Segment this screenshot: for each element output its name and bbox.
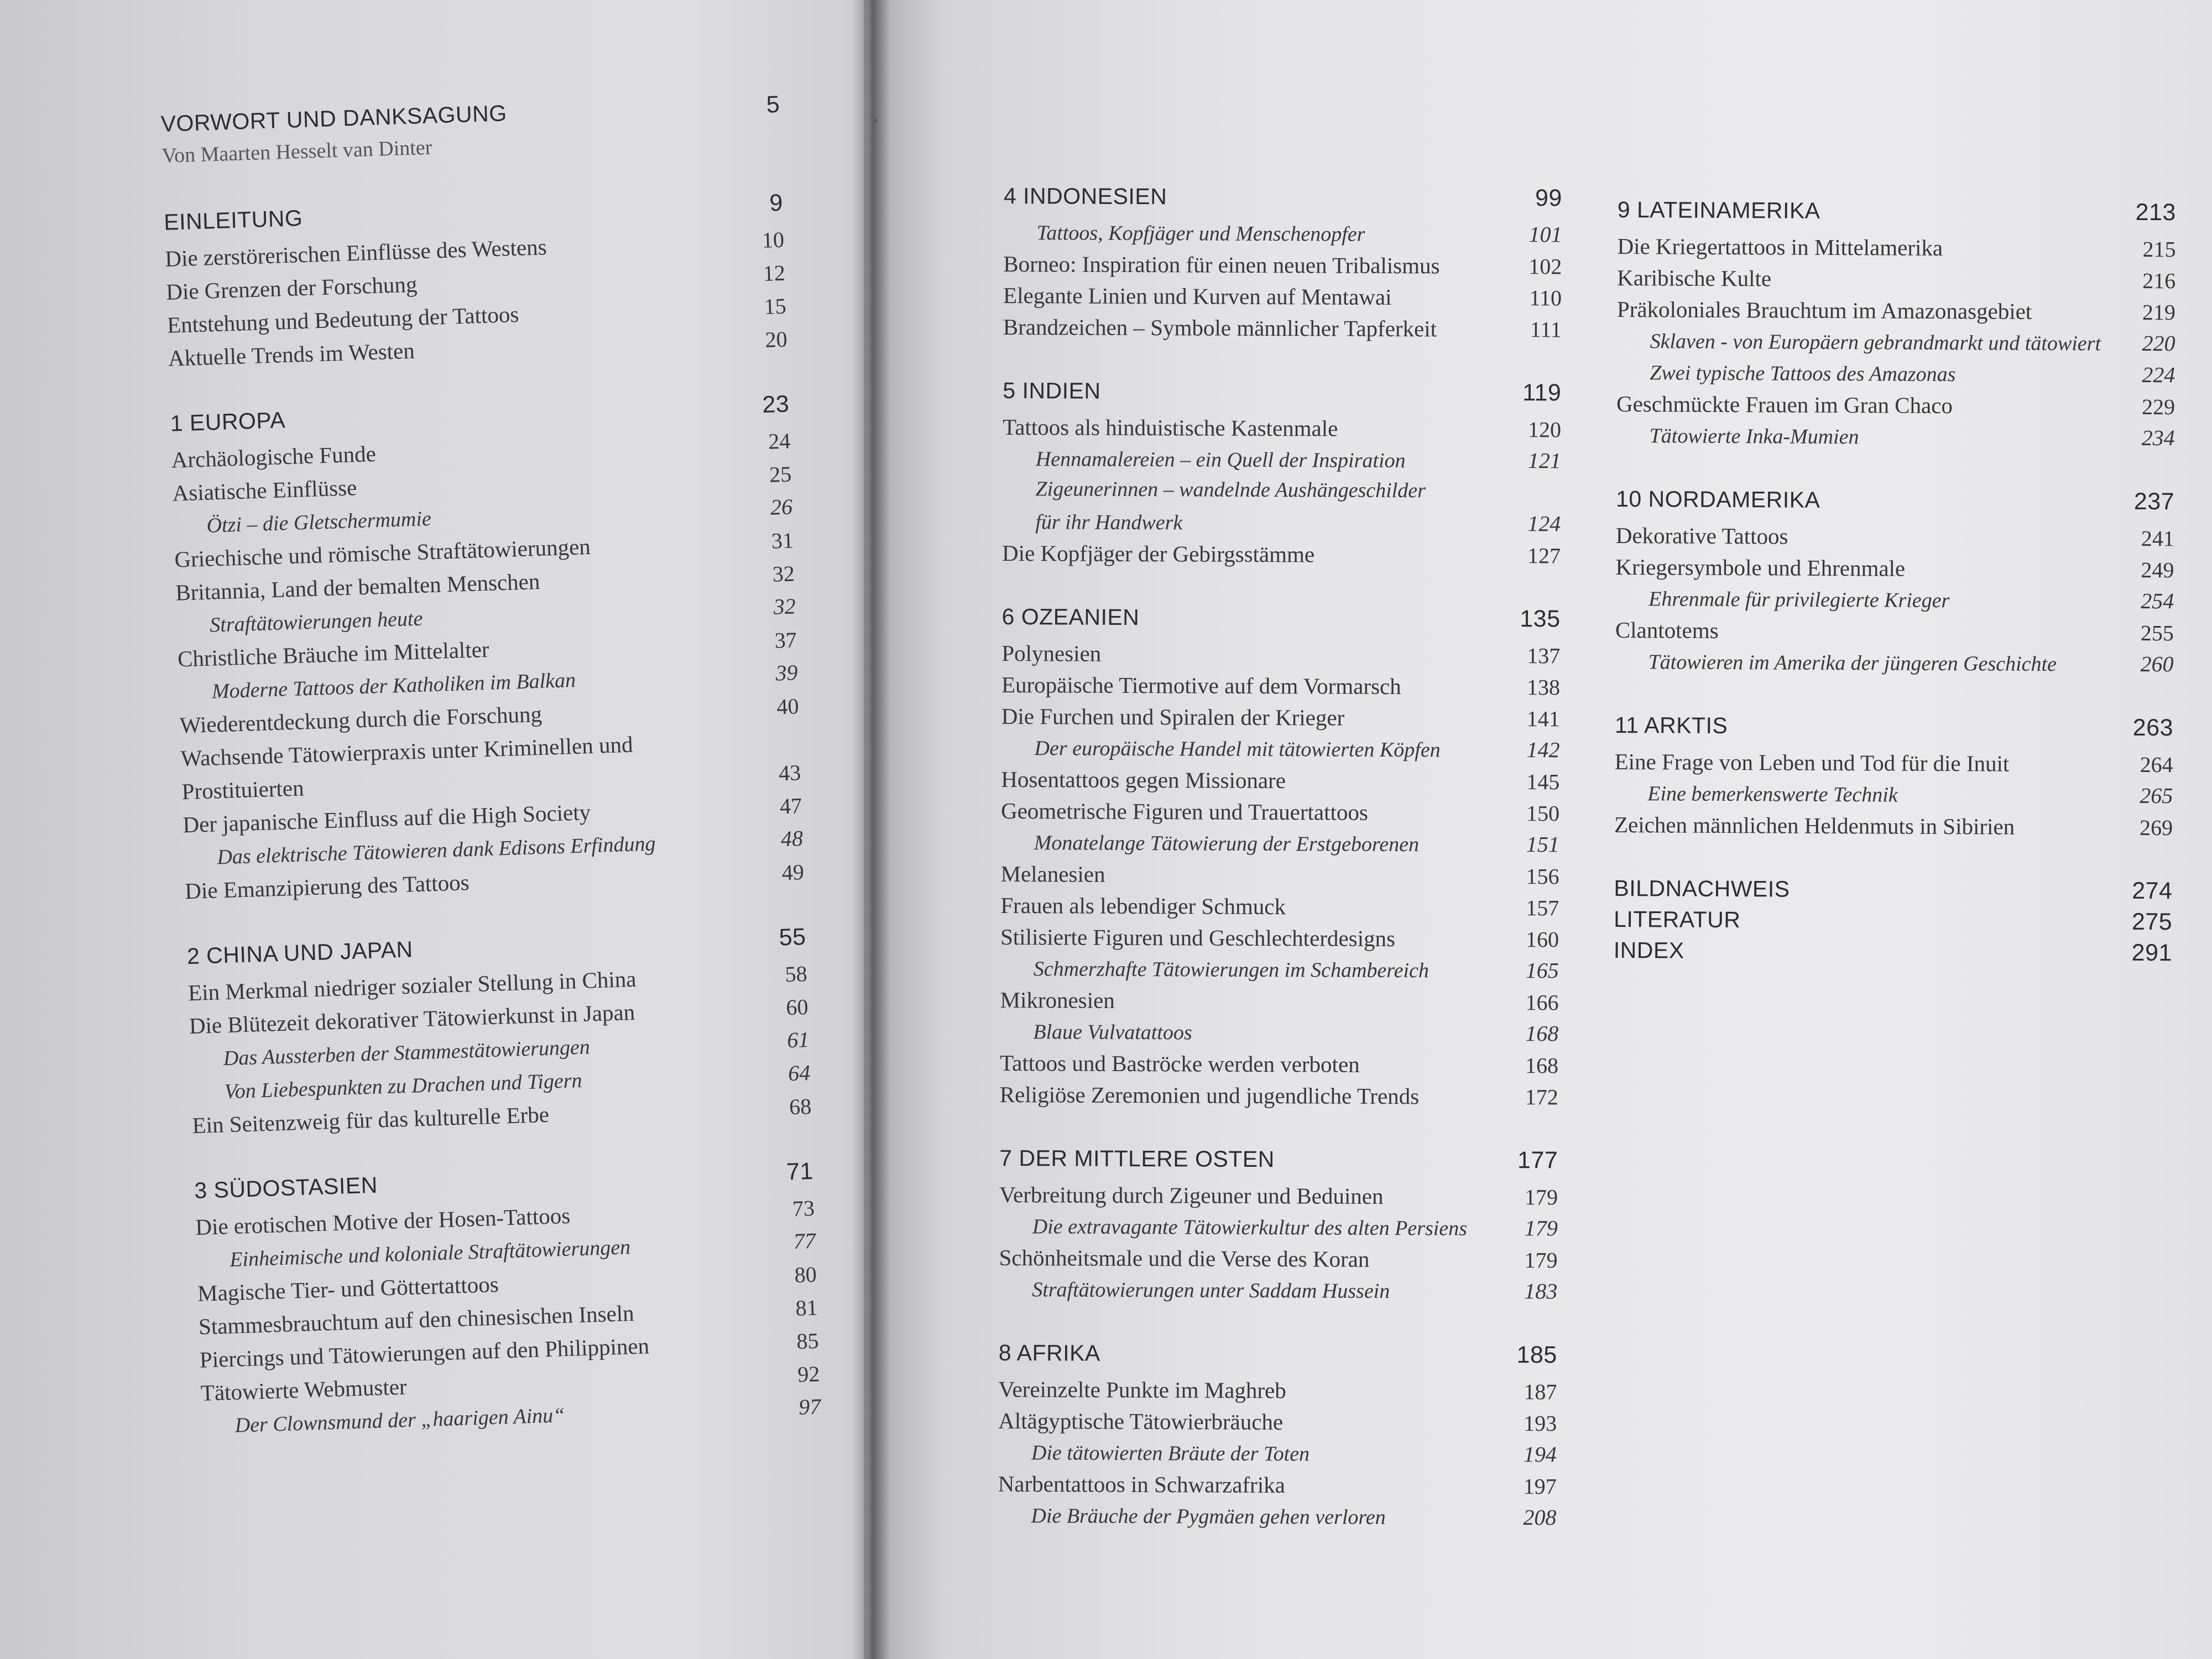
entry-page: 73 bbox=[792, 1195, 815, 1222]
entry-page: 269 bbox=[2139, 815, 2173, 841]
toc-chapter-heading bbox=[1003, 377, 1561, 416]
chapter-title: 4 INDONESIEN bbox=[1003, 183, 1167, 210]
toc-chapter-heading bbox=[1616, 486, 2174, 525]
toc-subentry bbox=[1616, 359, 2175, 393]
subentry-page: 26 bbox=[770, 494, 793, 520]
entry-page: 166 bbox=[1525, 990, 1559, 1015]
entry-page: 68 bbox=[789, 1093, 812, 1120]
subentry-page: 142 bbox=[1526, 737, 1560, 763]
toc-chapter-heading bbox=[1001, 603, 1560, 642]
entry-title: Zeichen männlichen Heldenmuts in Sibirien bbox=[1614, 811, 2015, 839]
subentry-title: Zigeunerinnen – wandelnde Aushängeschilder bbox=[1035, 477, 1426, 503]
entry-page: 219 bbox=[2142, 299, 2176, 325]
book-gutter bbox=[852, 0, 890, 1659]
backmatter-page: 274 bbox=[2132, 877, 2173, 905]
entry-page: 127 bbox=[1527, 543, 1561, 568]
backmatter-page: 291 bbox=[2131, 939, 2172, 967]
chapter-title: EINLEITUNG bbox=[163, 205, 303, 235]
entry-title: Die Grenzen der Forschung bbox=[165, 271, 418, 305]
subentry-page: 48 bbox=[780, 826, 804, 852]
toc-entry bbox=[998, 1470, 1557, 1504]
subentry-page: 61 bbox=[786, 1026, 810, 1053]
toc-entry bbox=[1616, 390, 2175, 425]
chapter-title: 8 AFRIKA bbox=[998, 1339, 1100, 1366]
chapter-page: 23 bbox=[761, 390, 790, 419]
entry-title: Schönheitsmale und die Verse des Koran bbox=[999, 1244, 1370, 1272]
subentry-title: Die tätowierten Bräute der Toten bbox=[1031, 1441, 1310, 1466]
backmatter-page: 275 bbox=[2131, 908, 2173, 936]
entry-page: 80 bbox=[794, 1261, 817, 1288]
subentry-title: Tattoos, Kopfjäger und Menschenopfer bbox=[1036, 221, 1365, 246]
toc-subentry bbox=[1002, 508, 1561, 542]
entry-page: 60 bbox=[785, 994, 809, 1020]
subentry-page: 39 bbox=[775, 660, 799, 686]
entry-page: 137 bbox=[1527, 643, 1561, 669]
toc-entry bbox=[1000, 987, 1558, 1020]
entry-page: 15 bbox=[763, 293, 787, 319]
subentry-title: Sklaven - von Europäern gebrandmarkt und tätowiert bbox=[1650, 330, 2101, 356]
entry-page: 179 bbox=[1524, 1248, 1558, 1273]
toc-entry bbox=[999, 1244, 1557, 1278]
entry-title: Brandzeichen – Symbole männlicher Tapferkeit bbox=[1003, 314, 1437, 342]
toc-entry bbox=[1615, 617, 2174, 651]
subentry-page: 208 bbox=[1523, 1505, 1557, 1530]
entry-page: 85 bbox=[796, 1328, 820, 1354]
entry-page: 111 bbox=[1530, 317, 1562, 342]
subentry-page: 254 bbox=[2141, 588, 2174, 614]
chapter-page: 237 bbox=[2133, 488, 2175, 515]
entry-title: Asiatische Einflüsse bbox=[172, 474, 357, 506]
subentry-title: Tätowieren im Amerika der jüngeren Geschichte bbox=[1648, 650, 2057, 676]
subentry-page: 220 bbox=[2142, 330, 2176, 356]
entry-page: 110 bbox=[1529, 285, 1562, 311]
toc-section-arktis bbox=[1614, 712, 2173, 846]
subentry-title: Das Aussterben der Stammestätowierungen bbox=[223, 1035, 591, 1071]
toc-section-ozeanien bbox=[1000, 603, 1561, 1115]
entry-page: 179 bbox=[1524, 1185, 1558, 1210]
toc-back-matter bbox=[1614, 875, 2173, 971]
entry-page: 241 bbox=[2141, 525, 2174, 551]
subentry-page: 194 bbox=[1523, 1442, 1557, 1467]
entry-page: 120 bbox=[1527, 417, 1562, 442]
toc-subentry bbox=[1616, 327, 2175, 362]
chapter-title: 2 CHINA UND JAPAN bbox=[186, 936, 414, 969]
entry-page: 150 bbox=[1526, 801, 1560, 826]
entry-page: 160 bbox=[1525, 927, 1559, 952]
entry-page: 40 bbox=[776, 693, 800, 719]
entry-title: Die Furchen und Spiralen der Krieger bbox=[1001, 703, 1345, 731]
toc-backmatter-heading bbox=[1614, 937, 2172, 971]
toc-entry bbox=[1001, 671, 1560, 705]
chapter-title: 10 NORDAMERIKA bbox=[1616, 486, 1820, 513]
toc-subentry bbox=[1001, 829, 1559, 863]
chapter-page: 213 bbox=[2135, 199, 2176, 226]
toc-section-suedostasien bbox=[194, 1158, 822, 1446]
entry-page: 31 bbox=[771, 528, 794, 554]
entry-title: Eine Frage von Leben und Tod für die Inuit bbox=[1614, 748, 2010, 776]
entry-page: 20 bbox=[764, 326, 788, 352]
subentry-page: 183 bbox=[1524, 1279, 1558, 1304]
entry-title: Stammesbrauchtum auf den chinesischen Inseln bbox=[198, 1300, 635, 1339]
entry-page: 37 bbox=[774, 627, 797, 653]
toc-section-indien bbox=[1002, 377, 1562, 573]
toc-entry bbox=[1001, 640, 1560, 674]
chapter-title: 6 OZEANIEN bbox=[1001, 603, 1140, 630]
toc-entry bbox=[1000, 860, 1559, 894]
entry-page: 215 bbox=[2142, 236, 2176, 262]
toc-entry bbox=[1617, 296, 2176, 330]
chapter-page: 263 bbox=[2132, 714, 2174, 742]
toc-entry bbox=[998, 1376, 1557, 1410]
subentry-page: 265 bbox=[2140, 782, 2173, 808]
entry-title: Christliche Bräuche im Mittelalter bbox=[177, 636, 490, 672]
toc-section-china-japan bbox=[186, 924, 812, 1145]
subentry-page: 64 bbox=[787, 1060, 811, 1086]
toc-entry bbox=[1617, 264, 2176, 299]
entry-title: Narbentattoos in Schwarzafrika bbox=[998, 1470, 1285, 1498]
chapter-title: 1 EUROPA bbox=[170, 407, 286, 436]
toc-subentry-line1 bbox=[1002, 477, 1561, 510]
toc-entry bbox=[1616, 522, 2174, 556]
toc-entry bbox=[1614, 811, 2173, 846]
subentry-page: 168 bbox=[1525, 1021, 1559, 1046]
entry-page: 102 bbox=[1528, 254, 1562, 279]
toc-chapter-heading bbox=[999, 1145, 1558, 1183]
entry-page: 24 bbox=[768, 428, 791, 454]
toc-section-lateinamerika bbox=[1616, 196, 2176, 456]
subentry-title: Blaue Vulvatattoos bbox=[1033, 1020, 1192, 1045]
chapter-page: 71 bbox=[786, 1157, 814, 1186]
entry-title: Griechische und römische Straftätowierungen bbox=[174, 533, 591, 572]
toc-chapter-heading bbox=[999, 1339, 1557, 1378]
toc-entry bbox=[998, 1407, 1557, 1441]
entry-page: 138 bbox=[1526, 675, 1561, 700]
entry-title: Magische Tier- und Göttertattoos bbox=[197, 1271, 499, 1306]
subentry-title: Eine bemerkenswerte Technik bbox=[1647, 782, 1898, 807]
subentry-title: Schmerzhafte Tätowierungen im Schambereich bbox=[1033, 957, 1430, 983]
toc-chapter-heading bbox=[1618, 196, 2176, 236]
chapter-page: 185 bbox=[1516, 1342, 1557, 1369]
toc-section-europa bbox=[170, 391, 805, 911]
entry-title: Präkoloniales Brauchtum im Amazonasgebiet bbox=[1616, 296, 2032, 324]
toc-backmatter-heading bbox=[1614, 875, 2172, 909]
subentry-page: 32 bbox=[773, 593, 796, 619]
toc-entry bbox=[1617, 233, 2176, 267]
toc-backmatter-heading bbox=[1614, 906, 2172, 940]
chapter-page: 177 bbox=[1517, 1147, 1558, 1174]
entry-page: 255 bbox=[2140, 620, 2174, 646]
entry-title: Tattoos und Baströcke werden verboten bbox=[999, 1050, 1360, 1077]
toc-subentry bbox=[998, 1502, 1556, 1536]
toc-subentry bbox=[999, 1213, 1558, 1246]
subentry-title: Straftätowierungen heute bbox=[209, 607, 423, 637]
chapter-page: 135 bbox=[1520, 606, 1561, 633]
toc-subentry bbox=[1003, 219, 1562, 253]
entry-page: 92 bbox=[797, 1361, 821, 1387]
entry-page: 49 bbox=[781, 859, 805, 885]
entry-title: Die Blütezeit dekorativer Tätowierkunst in Japan bbox=[189, 999, 635, 1039]
subentry-page: 165 bbox=[1525, 958, 1559, 983]
entry-page: 47 bbox=[779, 793, 802, 819]
backmatter-title: LITERATUR bbox=[1614, 906, 1741, 933]
subentry-page: 224 bbox=[2142, 362, 2176, 388]
entry-title: Verbreitung durch Zigeuner und Beduinen bbox=[999, 1181, 1384, 1209]
subentry-title: Moderne Tattoos der Katholiken im Balkan bbox=[211, 668, 576, 703]
entry-title: Melanesien bbox=[1000, 860, 1105, 887]
entry-page: 12 bbox=[763, 260, 786, 286]
entry-title: Piercings und Tätowierungen auf den Philippinen bbox=[199, 1333, 650, 1373]
toc-subentry bbox=[1003, 445, 1561, 479]
subentry-page: 97 bbox=[798, 1394, 821, 1420]
subentry-title: Straftätowierungen unter Saddam Hussein bbox=[1032, 1278, 1390, 1303]
entry-title: Ein Seitenzweig für das kulturelle Erbe bbox=[191, 1101, 550, 1139]
entry-page: 264 bbox=[2140, 752, 2173, 778]
subentry-title: Das elektrische Tätowieren dank Edisons Erfindung bbox=[216, 832, 656, 869]
toc-subentry bbox=[999, 1276, 1557, 1310]
backmatter-title: BILDNACHWEIS bbox=[1614, 875, 1790, 902]
subentry-title: Von Liebespunkten zu Drachen und Tigern bbox=[224, 1068, 583, 1104]
entry-page: 229 bbox=[2141, 394, 2176, 420]
entry-title: Wiederentdeckung durch die Forschung bbox=[179, 701, 542, 738]
ink-speck bbox=[874, 119, 877, 122]
chapter-page: 55 bbox=[778, 924, 807, 951]
entry-page: 145 bbox=[1526, 769, 1560, 795]
toc-entry bbox=[1000, 1050, 1558, 1083]
subentry-title: Ötzi – die Gletschermumie bbox=[206, 507, 432, 538]
entry-title: Aktuelle Trends im Westen bbox=[168, 337, 415, 371]
toc-entry bbox=[1001, 703, 1560, 737]
entry-title: Entstehung und Bedeutung der Tattoos bbox=[166, 301, 519, 338]
toc-section-afrika bbox=[998, 1339, 1557, 1536]
chapter-title: 3 SÜDOSTASIEN bbox=[194, 1172, 378, 1204]
subentry-page: 121 bbox=[1527, 448, 1561, 473]
toc-chapter-heading bbox=[1615, 712, 2173, 751]
subentry-title: Die extravagante Tätowierkultur des alten Persiens bbox=[1032, 1215, 1468, 1240]
entry-title-line2: Prostituierten bbox=[181, 775, 305, 805]
chapter-page: 5 bbox=[766, 91, 780, 118]
entry-page: 172 bbox=[1525, 1084, 1558, 1110]
entry-page: 216 bbox=[2142, 268, 2176, 294]
entry-page: 249 bbox=[2141, 557, 2174, 583]
entry-title: Vereinzelte Punkte im Maghreb bbox=[998, 1376, 1286, 1404]
entry-page: 157 bbox=[1526, 895, 1559, 921]
toc-subentry bbox=[1001, 734, 1559, 768]
entry-title: Ein Merkmal niedriger sozialer Stellung in China bbox=[187, 966, 637, 1006]
toc-chapter-heading bbox=[1004, 182, 1562, 221]
entry-page: 141 bbox=[1526, 706, 1560, 732]
chapter-title: VORWORT UND DANKSAGUNG bbox=[160, 100, 508, 137]
entry-page: 193 bbox=[1524, 1411, 1557, 1436]
chapter-title: 7 DER MITTLERE OSTEN bbox=[999, 1145, 1275, 1172]
entry-title: Tätowierte Webmuster bbox=[200, 1374, 408, 1406]
entry-title: Clantotems bbox=[1615, 617, 1719, 643]
toc-subentry bbox=[998, 1439, 1557, 1473]
entry-title: Borneo: Inspiration für einen neuen Tribalismus bbox=[1003, 251, 1440, 279]
backmatter-title: INDEX bbox=[1613, 937, 1684, 963]
chapter-title: 5 INDIEN bbox=[1003, 377, 1101, 404]
toc-subentry bbox=[1000, 1018, 1558, 1052]
entry-title: Karibische Kulte bbox=[1617, 264, 1772, 291]
entry-page: 10 bbox=[761, 227, 785, 253]
subentry-page: 179 bbox=[1524, 1215, 1558, 1241]
toc-entry bbox=[1003, 414, 1561, 447]
toc-entry bbox=[1000, 1081, 1558, 1115]
subentry-page: 124 bbox=[1527, 511, 1561, 536]
entry-title: Altägyptische Tätowierbräuche bbox=[998, 1407, 1284, 1435]
entry-title: Archäologische Funde bbox=[171, 441, 377, 473]
chapter-title: 9 LATEINAMERIKA bbox=[1617, 197, 1820, 223]
entry-title: Kriegersymbole und Ehrenmale bbox=[1615, 554, 1906, 581]
subentry-title: Der europäische Handel mit tätowierten Köpfen bbox=[1034, 737, 1441, 762]
toc-section-mittlere-osten bbox=[999, 1145, 1558, 1310]
toc-right-column bbox=[1613, 196, 2176, 1003]
toc-section-indonesien bbox=[1003, 182, 1562, 347]
toc-subentry bbox=[1616, 422, 2175, 456]
subentry-title: Zwei typische Tattoos des Amazonas bbox=[1650, 361, 1956, 387]
entry-title: Britannia, Land der bemalten Menschen bbox=[175, 568, 540, 606]
toc-entry bbox=[1003, 314, 1562, 347]
entry-title: Geometrische Figuren und Trauertattoos bbox=[1000, 797, 1369, 825]
entry-title: Stilisierte Figuren und Geschlechterdesigns bbox=[1000, 924, 1396, 952]
entry-page: 156 bbox=[1526, 864, 1559, 889]
toc-entry bbox=[1001, 766, 1559, 800]
entry-title: Europäische Tiermotive auf dem Vormarsch bbox=[1001, 671, 1401, 700]
toc-middle-column bbox=[998, 182, 1562, 1568]
author-line: Von Maarten Hesselt van Dinter bbox=[161, 135, 432, 168]
subentry-title: Der Clownsmund der „haarigen Ainu“ bbox=[234, 1404, 565, 1437]
subentry-page: 151 bbox=[1526, 832, 1559, 857]
entry-title: Dekorative Tattoos bbox=[1615, 522, 1788, 549]
entry-title: Hosentattoos gegen Missionare bbox=[1001, 766, 1286, 794]
entry-title: Die zerstörerischen Einflüsse des Westens bbox=[164, 234, 547, 272]
entry-page: 81 bbox=[795, 1295, 818, 1321]
subentry-title: Monatelange Tätowierung der Erstgeborenen bbox=[1034, 831, 1420, 857]
subentry-page: 260 bbox=[2140, 651, 2174, 677]
toc-entry bbox=[1614, 748, 2173, 782]
toc-entry bbox=[1003, 282, 1562, 316]
entry-title: Die Kopfjäger der Gebirgsstämme bbox=[1001, 540, 1315, 567]
chapter-page: 9 bbox=[769, 189, 784, 217]
toc-entry bbox=[1000, 892, 1559, 926]
entry-page: 197 bbox=[1523, 1474, 1557, 1499]
subentry-title: Einheimische und koloniale Straftätowierungen bbox=[229, 1235, 631, 1272]
chapter-title: 11 ARKTIS bbox=[1614, 712, 1728, 739]
entry-title: Geschmückte Frauen im Gran Chaco bbox=[1616, 390, 1953, 419]
subentry-page: 234 bbox=[2141, 425, 2175, 451]
entry-title: Polynesien bbox=[1001, 640, 1102, 666]
toc-entry bbox=[1615, 554, 2174, 588]
subentry-title: Hennamalereien – ein Quell der Inspiration bbox=[1035, 447, 1406, 473]
toc-entry bbox=[1001, 797, 1559, 831]
entry-title: Die Kriegertattoos in Mittelamerika bbox=[1617, 233, 1943, 261]
entry-title: Elegante Linien und Kurven auf Mentawai bbox=[1003, 282, 1392, 310]
entry-title: Die Emanzipierung des Tattoos bbox=[184, 869, 470, 904]
toc-entry bbox=[999, 1181, 1558, 1215]
toc-subentry bbox=[1615, 648, 2173, 682]
toc-section-nordamerika bbox=[1615, 486, 2174, 682]
subentry-page: 77 bbox=[793, 1228, 816, 1254]
toc-section-einleitung bbox=[164, 190, 788, 378]
entry-page: 32 bbox=[772, 561, 795, 587]
toc-subentry bbox=[1615, 585, 2174, 619]
subentry-page: 101 bbox=[1528, 222, 1562, 247]
entry-title: Frauen als lebendiger Schmuck bbox=[1000, 892, 1286, 920]
toc-entry bbox=[1003, 251, 1562, 284]
toc-entry bbox=[1002, 540, 1561, 573]
entry-title: Der japanische Einfluss auf die High Society bbox=[182, 799, 591, 838]
toc-entry bbox=[1000, 924, 1559, 957]
subentry-title: Ehrenmale für privilegierte Krieger bbox=[1648, 587, 1950, 613]
chapter-page: 119 bbox=[1522, 379, 1562, 406]
entry-title: Tattoos als hinduistische Kastenmale bbox=[1002, 414, 1338, 441]
entry-page: 168 bbox=[1525, 1053, 1559, 1078]
toc-subentry bbox=[1614, 780, 2173, 814]
chapter-page: 99 bbox=[1535, 185, 1562, 212]
subentry-title-line2: für ihr Handwerk bbox=[1035, 510, 1183, 535]
entry-page: 43 bbox=[778, 760, 801, 786]
entry-title: Religiöse Zeremonien und jugendliche Trends bbox=[999, 1081, 1420, 1109]
subentry-title: Tätowierte Inka-Mumien bbox=[1649, 424, 1859, 449]
entry-page: 58 bbox=[784, 961, 808, 987]
entry-title: Mikronesien bbox=[1000, 987, 1115, 1013]
entry-page: 187 bbox=[1524, 1379, 1557, 1405]
entry-title-line1: Wachsende Tätowierpraxis unter Kriminellen und bbox=[180, 731, 634, 771]
subentry-title: Die Bräuche der Pygmäen gehen verloren bbox=[1031, 1504, 1386, 1530]
entry-title: Die erotischen Motive der Hosen-Tattoos bbox=[195, 1202, 571, 1240]
toc-left-column bbox=[160, 91, 822, 1478]
entry-page: 25 bbox=[769, 461, 792, 487]
toc-subentry bbox=[1000, 955, 1559, 989]
